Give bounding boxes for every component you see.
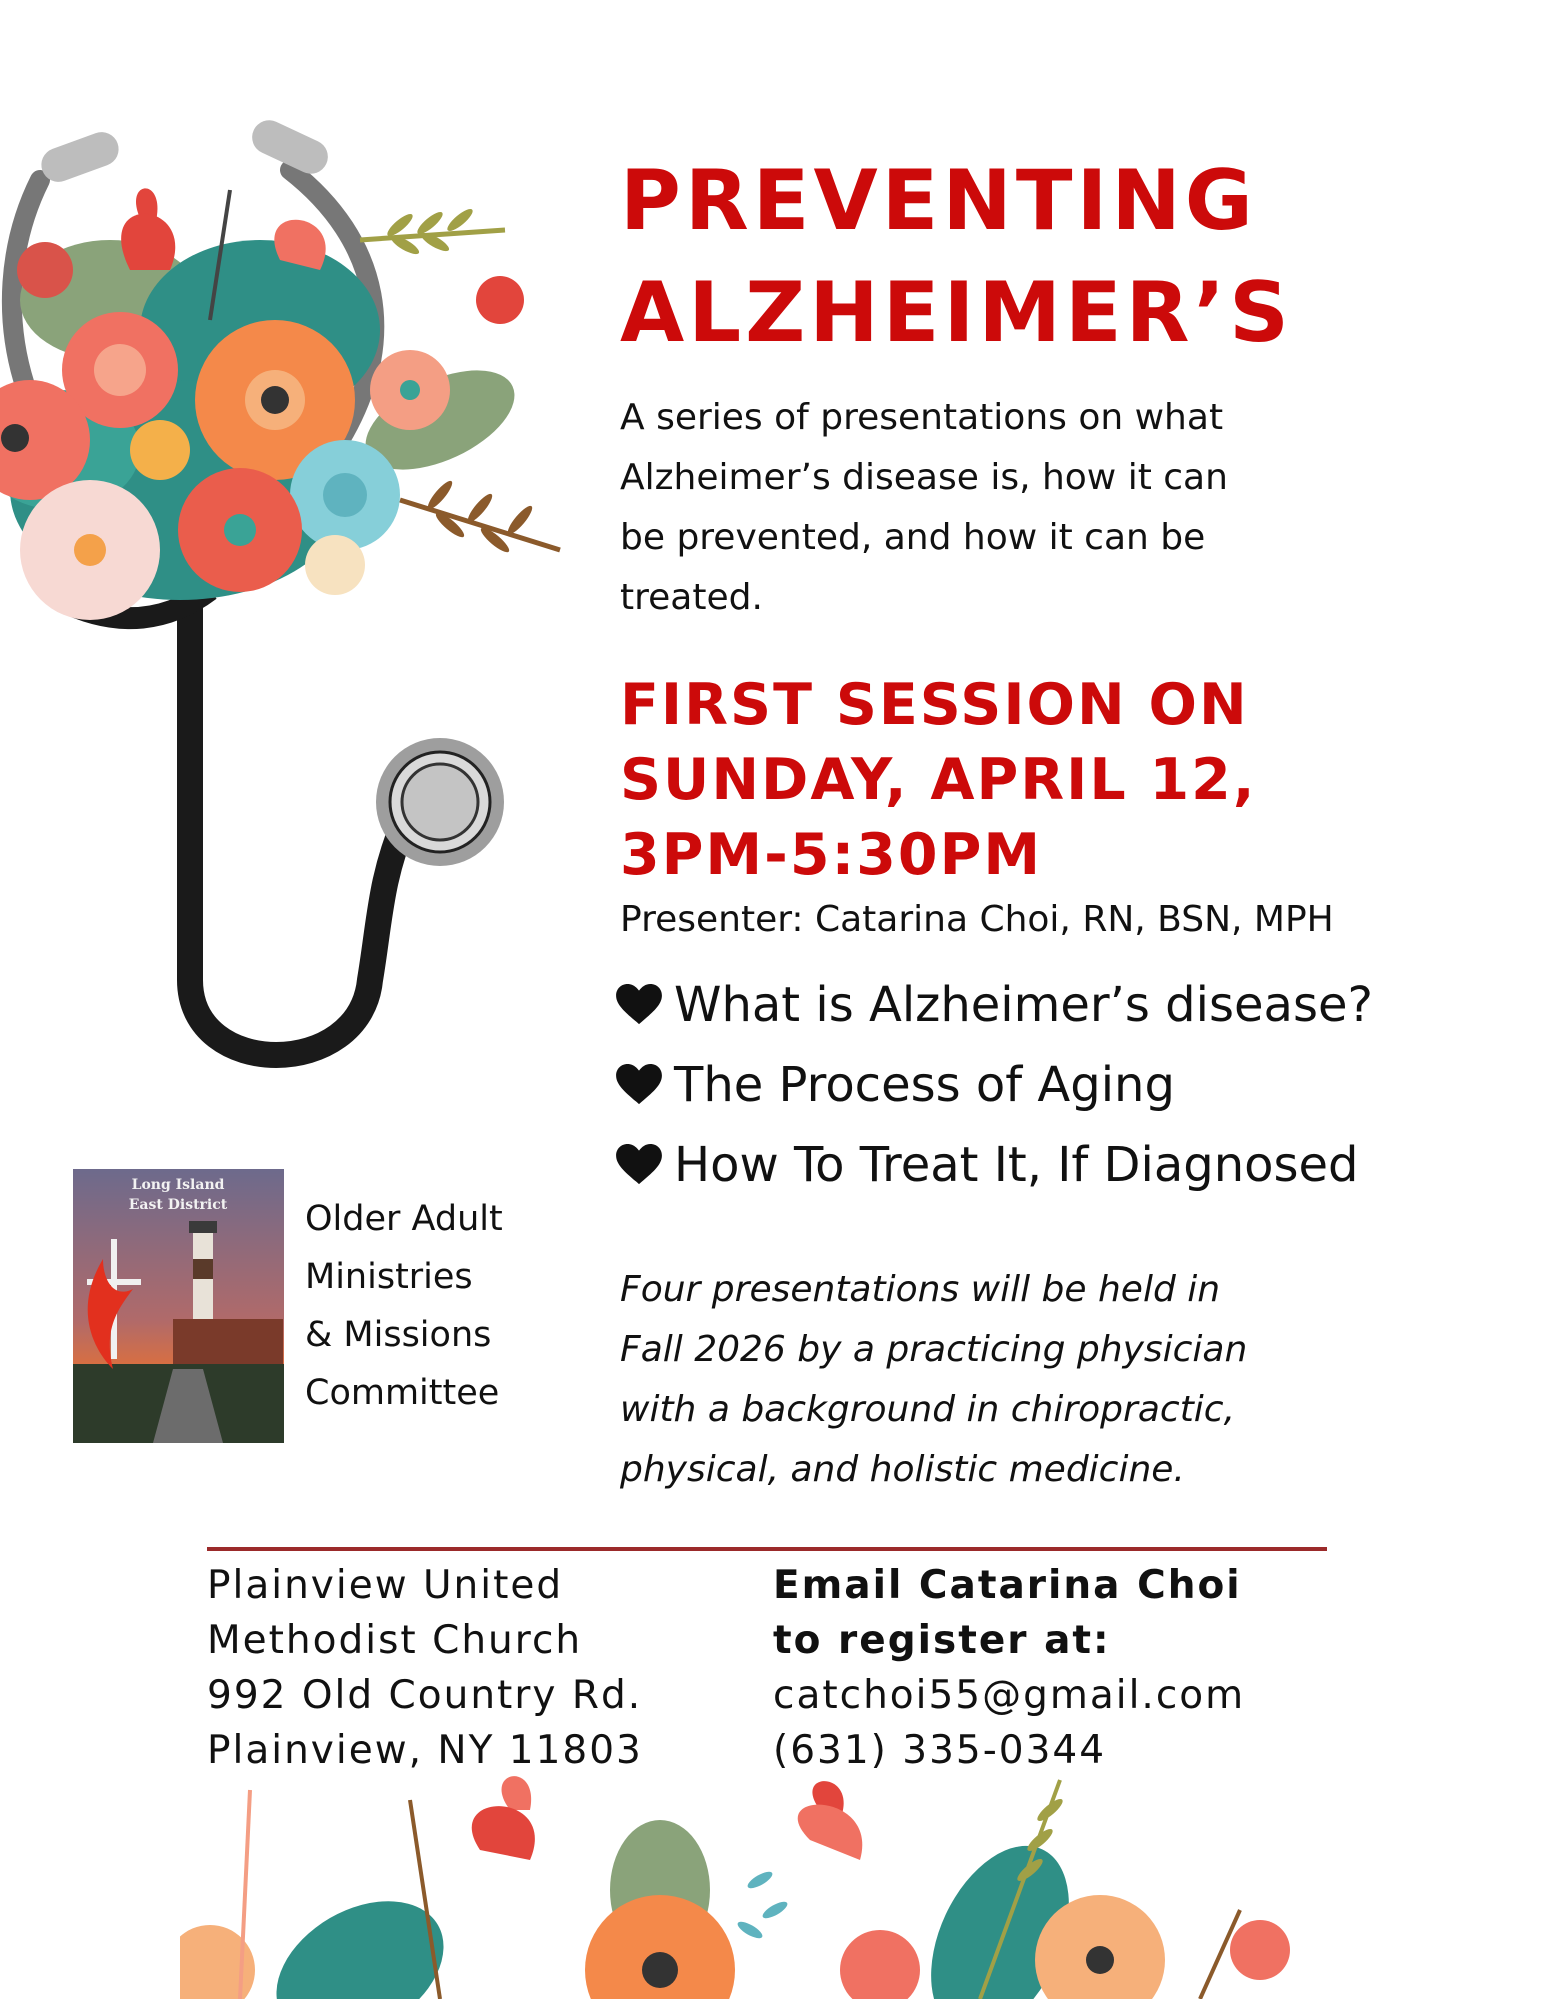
district-logo bbox=[73, 1169, 284, 1443]
church-address bbox=[207, 1558, 643, 1778]
registration-line-1: Email Catarina Choi bbox=[773, 1563, 1242, 1608]
session-line-2: SUNDAY, APRIL 12, bbox=[620, 747, 1257, 813]
session-line-3: 3PM-5:30PM bbox=[620, 822, 1043, 888]
topic-label: What is Alzheimer’s disease? bbox=[674, 977, 1373, 1033]
topic-label: How To Treat It, If Diagnosed bbox=[674, 1137, 1359, 1193]
heart-icon bbox=[616, 984, 662, 1026]
divider bbox=[207, 1547, 1327, 1551]
note-line-4: physical, and holistic medicine. bbox=[620, 1449, 1185, 1490]
organizer-line-3: & Missions bbox=[305, 1315, 492, 1355]
address-line-3: 992 Old Country Rd. bbox=[207, 1673, 643, 1718]
organizer-name bbox=[305, 1190, 503, 1422]
registration-heading bbox=[773, 1558, 1242, 1668]
title-line-1: PREVENTING bbox=[620, 152, 1257, 249]
title-line-2: ALZHEIMER’S bbox=[620, 264, 1293, 361]
heart-icon bbox=[616, 1144, 662, 1186]
session-line-1: FIRST SESSION ON bbox=[620, 672, 1249, 738]
stethoscope-flowers-illustration bbox=[0, 120, 580, 1120]
intro-line-1: A series of presentations on what bbox=[620, 397, 1224, 438]
future-presentations-note bbox=[620, 1260, 1380, 1500]
flyer-title bbox=[620, 145, 1293, 369]
organizer-line-1: Older Adult bbox=[305, 1199, 503, 1239]
topic-item bbox=[616, 965, 1373, 1045]
intro-line-4: treated. bbox=[620, 577, 763, 618]
intro-line-2: Alzheimer’s disease is, how it can bbox=[620, 457, 1228, 498]
note-line-1: Four presentations will be held in bbox=[620, 1269, 1221, 1310]
note-line-2: Fall 2026 by a practicing physician bbox=[620, 1329, 1248, 1370]
presenter-line: Presenter: Catarina Choi, RN, BSN, MPH bbox=[620, 899, 1334, 940]
topic-item bbox=[616, 1125, 1373, 1205]
registration-line-2: to register at: bbox=[773, 1618, 1111, 1663]
logo-text-line-1: Long Island bbox=[131, 1177, 225, 1193]
topic-item bbox=[616, 1045, 1373, 1125]
contact-info bbox=[773, 1668, 1245, 1778]
session-heading bbox=[620, 668, 1256, 893]
phone-number[interactable]: (631) 335-0344 bbox=[773, 1728, 1107, 1773]
floral-border-illustration bbox=[180, 1770, 1300, 1999]
heart-icon bbox=[616, 1064, 662, 1106]
note-line-3: with a background in chiropractic, bbox=[620, 1389, 1236, 1430]
logo-text-line-2: East District bbox=[128, 1197, 228, 1213]
organizer-line-4: Committee bbox=[305, 1373, 500, 1413]
topic-list bbox=[616, 965, 1373, 1205]
intro-line-3: be prevented, and how it can be bbox=[620, 517, 1206, 558]
organizer-line-2: Ministries bbox=[305, 1257, 473, 1297]
topic-label: The Process of Aging bbox=[674, 1057, 1175, 1113]
address-line-4: Plainview, NY 11803 bbox=[207, 1728, 643, 1773]
address-line-2: Methodist Church bbox=[207, 1618, 583, 1663]
email-link[interactable]: catchoi55@gmail.com bbox=[773, 1673, 1246, 1718]
intro-paragraph bbox=[620, 388, 1320, 628]
address-line-1: Plainview United bbox=[207, 1563, 564, 1608]
